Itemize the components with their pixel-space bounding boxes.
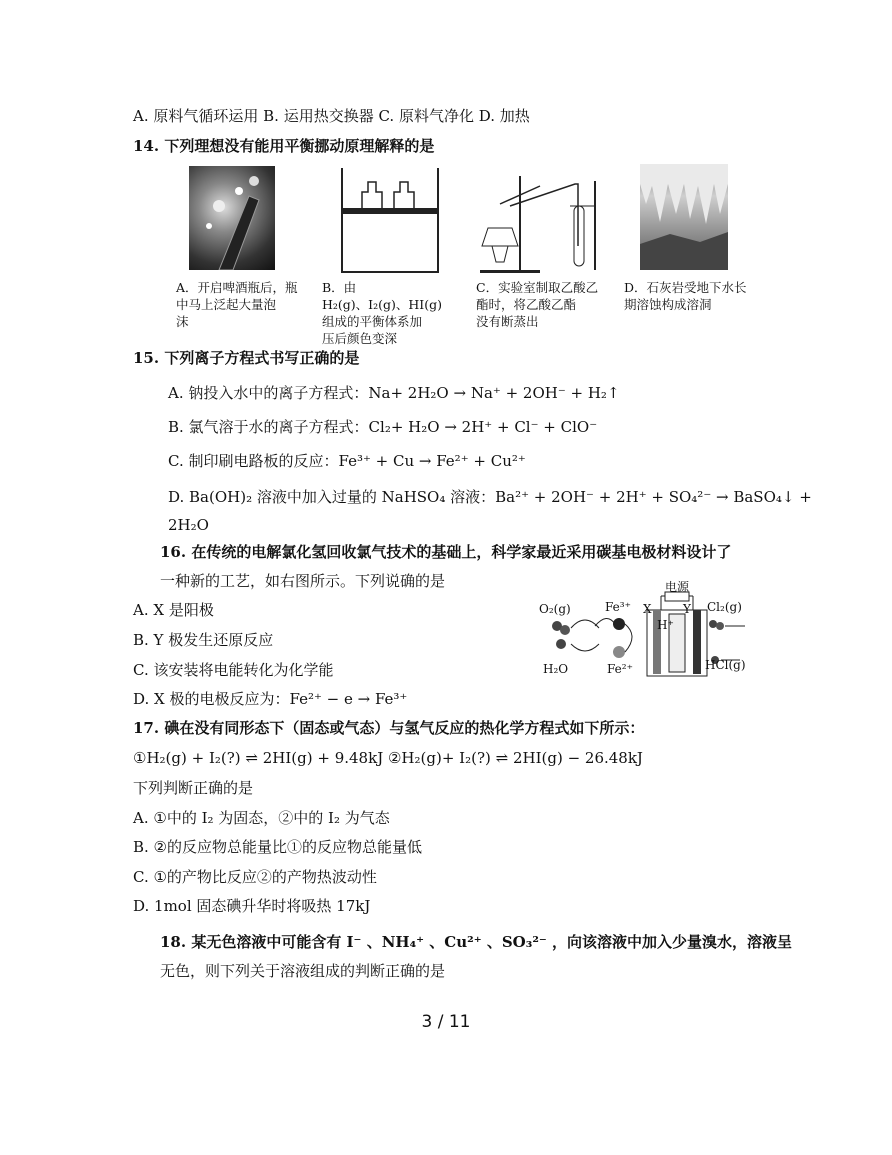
- q16-option-a: A. X 是阳极: [133, 601, 214, 619]
- q16-option-c: C. 该安装将电能转化为化学能: [133, 661, 334, 679]
- q16-option-d: D. X 极的电极反应为：Fe²⁺ − e → Fe³⁺: [133, 690, 408, 708]
- h2o-label: H₂O: [543, 662, 569, 676]
- y-label: Y: [683, 602, 691, 616]
- beer-bottle-icon: [189, 166, 275, 270]
- q15-stem: 15. 下列离子方程式书写正确的是: [133, 349, 360, 367]
- piston-icon: [340, 168, 440, 274]
- q17-option-b: B. ②的反应物总能量比①的反应物总能量低: [133, 838, 423, 856]
- q18-stem-line1: 18. 某无色溶液中可能含有 I⁻ 、NH₄⁺ 、Cu²⁺ 、SO₃²⁻ ，向该溶液中加入少量溴水，溶液呈: [160, 933, 793, 951]
- q18-stem-line2: 无色，则下列关于溶液组成的判断正确的是: [160, 962, 446, 980]
- q17-option-d: D. 1mol 固态碘升华时将吸热 17kJ: [133, 897, 371, 915]
- pressure-cylinder-diagram: [340, 168, 440, 274]
- q13-options-line: A. 原料气循环运用 B. 运用热交换器 C. 原料气净化 D. 加热: [133, 107, 530, 125]
- q15-option-d-line2: 2H₂O: [168, 516, 209, 534]
- q17-option-a: A. ①中的 I₂ 为固态，②中的 I₂ 为气态: [133, 809, 390, 827]
- cl2-label: Cl₂(g): [707, 600, 742, 614]
- q15-option-c: C. 制印刷电路板的反应：Fe³⁺ + Cu → Fe²⁺ + Cu²⁺: [168, 452, 526, 470]
- q17-stem: 17. 碘在没有同形态下（固态或气态）与氢气反应的热化学方程式如下所示：: [133, 719, 645, 737]
- power-label: 电源: [665, 580, 690, 594]
- lab-apparatus-icon: [470, 166, 610, 274]
- q14-caption-a: A．开启啤酒瓶后，瓶 中马上泛起大量泡 沫: [176, 280, 298, 329]
- q17-option-c: C. ①的产物比反应②的产物热波动性: [133, 868, 377, 886]
- q15-option-d-line1: D. Ba(OH)₂ 溶液中加入过量的 NaHSO₄ 溶液：Ba²⁺ + 2OH⁻ + 2H⁺ + SO₄²⁻ → BaSO₄↓ +: [168, 488, 812, 506]
- page-number: 3 / 11: [421, 1012, 471, 1032]
- karst-cave-image: [640, 164, 728, 270]
- q15-option-a: A. 钠投入水中的离子方程式：Na+ 2H₂O → Na⁺ + 2OH⁻ + H₂↑: [168, 384, 620, 402]
- cave-icon: [640, 164, 728, 270]
- o2-label: O₂(g): [539, 602, 571, 616]
- hcl-label: HCl(g): [705, 658, 746, 672]
- q15-option-b: B. 氯气溶于水的离子方程式：Cl₂+ H₂O → 2H⁺ + Cl⁻ + ClO⁻: [168, 418, 598, 436]
- q14-stem: 14. 下列理想没有能用平衡挪动原理解释的是: [133, 137, 435, 155]
- distillation-apparatus-diagram: [470, 166, 610, 274]
- q17-equations: ①H₂(g) + I₂(?) ⇌ 2HI(g) + 9.48kJ ②H₂(g)+ I₂(?) ⇌ 2HI(g) − 26.48kJ: [133, 749, 643, 767]
- q14-caption-b: B．由 H₂(g)、I₂(g)、HI(g) 组成的平衡体系加 压后颜色变深: [322, 280, 442, 346]
- electrolysis-diagram: [535, 582, 755, 682]
- q16-stem-line1: 16. 在传统的电解氯化氢回收氯气技术的基础上，科学家最近采用碳基电极材料设计了: [160, 543, 732, 561]
- fe2-label: Fe²⁺: [607, 662, 633, 676]
- q14-caption-d: D．石灰岩受地下水长 期溶蚀构成溶洞: [624, 280, 747, 312]
- h-plus-label: H⁺: [657, 618, 674, 632]
- q16-option-b: B. Y 极发生还原反应: [133, 631, 274, 649]
- beer-bottle-image: [189, 166, 275, 270]
- x-label: X: [643, 602, 652, 616]
- q16-stem-line2: 一种新的工艺，如右图所示。下列说确的是: [160, 572, 446, 590]
- q17-judge: 下列判断正确的是: [133, 779, 254, 797]
- q14-caption-c: C．实验室制取乙酸乙 酯时，将乙酸乙酯 没有断蒸出: [476, 280, 599, 329]
- fe3-label: Fe³⁺: [605, 600, 631, 614]
